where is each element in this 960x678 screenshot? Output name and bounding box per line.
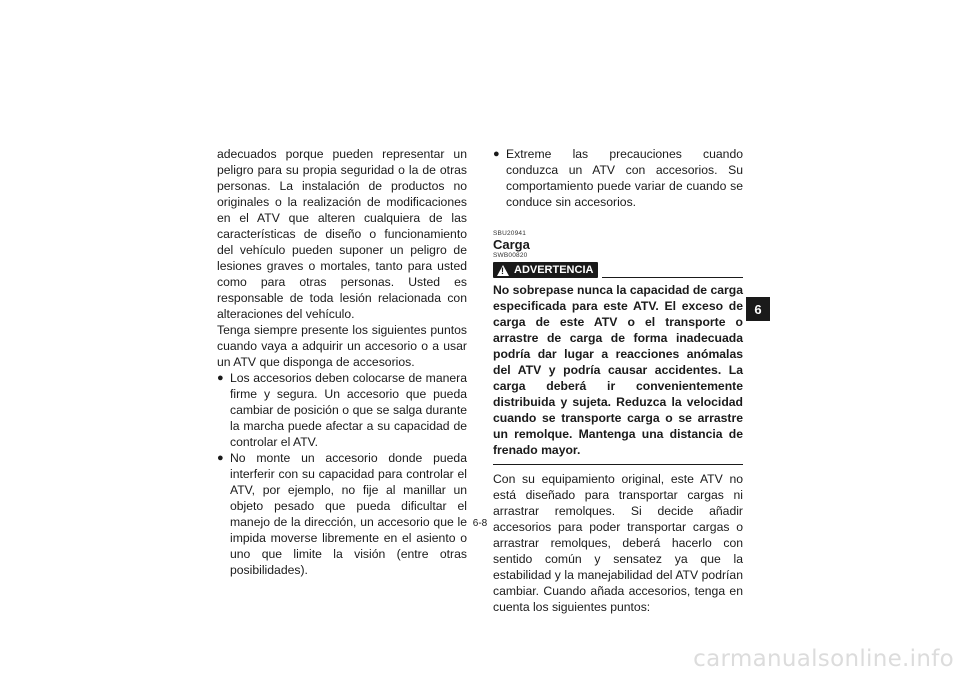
paragraph: Con su equipamiento original, este ATV no está diseñado para transportar cargas ni arrastrar remolques. Si decide añadir accesorios para poder transportar cargas o arrastrar remolques, deberá hacerlo con sentido común y sensatez ya que la estabilidad y la manejabilidad del ATV podrían cambiar. Cuando añada accesorios, tenga en cuenta los siguientes puntos: [493, 472, 743, 614]
list-item-text: No monte un accesorio donde pueda interferir con su capacidad para controlar el ATV, por ejemplo, no fije al manillar un objeto pesado que pueda dificultar el manejo de la dirección, un accesorio que le impida moverse libremente en el asiento o uno que limite la visión (entre otras posibilidades). [230, 451, 467, 577]
bullet-icon: ● [217, 452, 224, 464]
left-column [217, 146, 467, 578]
section-title: Carga [493, 237, 530, 252]
warning-text: No sobrepase nunca la capacidad de carga especificada para este ATV. El exceso de carga de este ATV o el transporte o arrastre de carga de forma inadecuada podría dar lugar a reacciones anómalas del ATV y podría causar accidentes. La carga deberá ir convenientemente distribuida y sujeta. Reduzca la velocidad cuando se transporte carga o se arrastre un remolque. Mantenga una distancia de frenado mayor. [493, 282, 743, 465]
list-item [493, 146, 743, 210]
list-item [217, 450, 467, 578]
paragraph: Tenga siempre presente los siguientes puntos cuando vaya a adquirir un accesorio o a usar un ATV que disponga de accesorios. [217, 323, 467, 369]
list-item-text: Los accesorios deben colocarse de manera firme y segura. Un accesorio que pueda cambiar de posición o que se salga durante la marcha puede afectar a su capacidad de controlar el ATV. [230, 371, 467, 449]
list-item-text: Extreme las precauciones cuando conduzca un ATV con accesorios. Su comportamiento puede variar de cuando se conduce sin accesorios. [506, 147, 743, 209]
watermark: carmanualsonline.info [693, 646, 954, 672]
warning-header [493, 262, 743, 278]
warning-code: SWB00820 [493, 252, 528, 259]
paragraph: adecuados porque pueden representar un peligro para su propia seguridad o la de otras personas. La instalación de productos no originales o la realización de modificaciones en el ATV que alteren cualquiera de las características de diseño o funcionamiento del vehículo pueden suponer un peligro de lesiones graves o mortales, tanto para usted como para otras personas. Usted es responsable de toda lesión relacionada con alteraciones del vehículo. [217, 147, 467, 321]
warning-rule [602, 277, 743, 278]
warning-triangle-icon: ! [497, 265, 509, 276]
chapter-tab: 6 [746, 297, 770, 321]
page-number: 6-8 [472, 518, 488, 529]
warning-label: ADVERTENCIA [514, 264, 594, 276]
list-item [217, 370, 467, 450]
section-code: SBU20941 [493, 230, 527, 237]
right-column [493, 146, 743, 615]
bullet-icon: ● [493, 148, 500, 160]
bullet-icon: ● [217, 372, 224, 384]
warning-badge [493, 262, 598, 278]
